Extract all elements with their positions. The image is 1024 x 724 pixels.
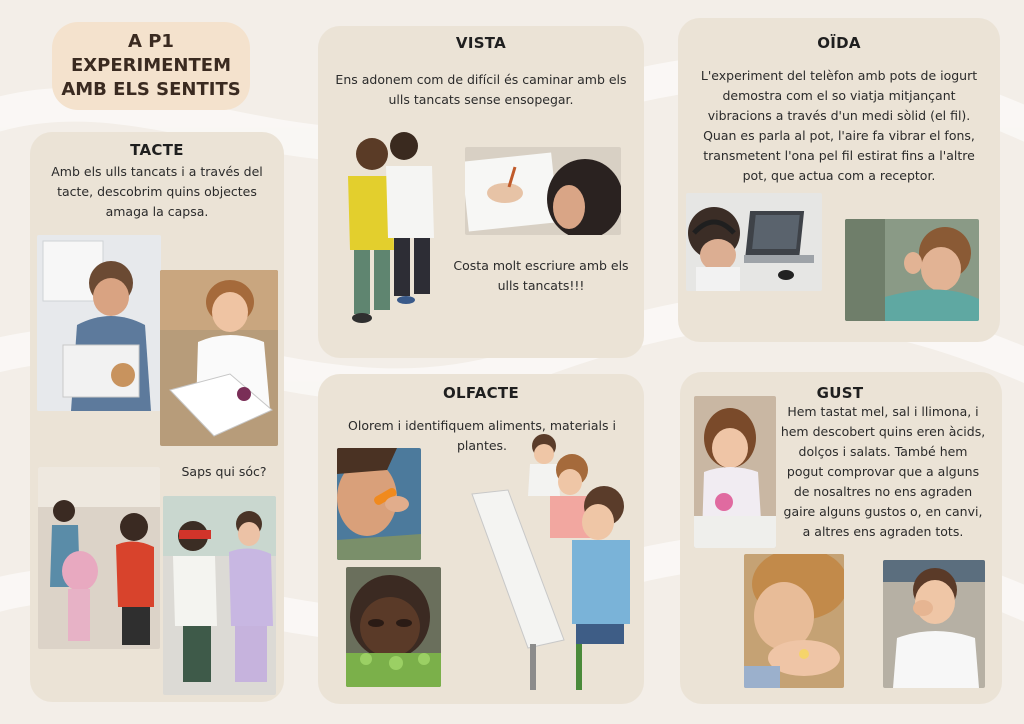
tacte-photo-blindfold [163, 496, 276, 695]
olfacte-title: OLFACTE [442, 384, 520, 402]
olfacte-photo-smell-carrot [337, 448, 421, 560]
vista-caption: Costa molt escriure amb els ulls tancats!!! [453, 258, 629, 293]
oida-photo-listening [845, 219, 979, 321]
vista-title: VISTA [455, 34, 507, 52]
gust-photo-honey-hand [744, 554, 844, 688]
tacte-photo-box-boy [37, 235, 161, 411]
tacte-photo-guess-group [38, 467, 160, 649]
gust-text: Hem tastat mel, sal i llimona, i hem descobert quins eren àcids, dolços i salats. També hem pogut comprovar que a alguns de nosaltres no ens agraden gaire alguns gustos o, en canvi, a altres ens agraden tots. [780, 404, 986, 539]
tacte-photo-box-girl [160, 270, 278, 446]
vista-photo-writing [465, 147, 621, 235]
olfacte-text: Olorem i identifiquem aliments, materials i plantes. [348, 418, 616, 453]
oida-title: OÏDA [817, 34, 861, 52]
gust-photo-girl-table [694, 396, 776, 548]
oida-photo-laptop [686, 193, 822, 291]
tacte-text: Amb els ulls tancats i a través del tacte, descobrim quins objectes amaga la capsa. [51, 164, 263, 219]
gust-title: GUST [816, 384, 864, 402]
vista-photo-walking-kids [338, 128, 446, 328]
olfacte-photo-table-kids [468, 434, 630, 690]
tacte-title: TACTE [130, 141, 184, 159]
gust-photo-girl-tasting [883, 560, 985, 688]
vista-text: Ens adonem com de difícil és caminar amb els ulls tancats sense ensopegar. [335, 72, 627, 107]
page-title-badge [52, 22, 250, 110]
page-title-line1: A P1 EXPERIMENTEM [71, 31, 231, 76]
oida-text: L'experiment del telèfon amb pots de iogurt demostra com el so viatja mitjançant vibracions a través d'un medi sòlid (el fil). Quan es parla al pot, l'aire fa vibrar el fons, transmetent l'ona pel fil estirat fins a l'altre pot, que actua com a receptor. [700, 68, 978, 183]
tacte-question: Saps qui sóc? [181, 464, 267, 479]
page-title-line2: AMB ELS SENTITS [61, 79, 241, 100]
olfacte-photo-smell-plants [346, 567, 441, 687]
